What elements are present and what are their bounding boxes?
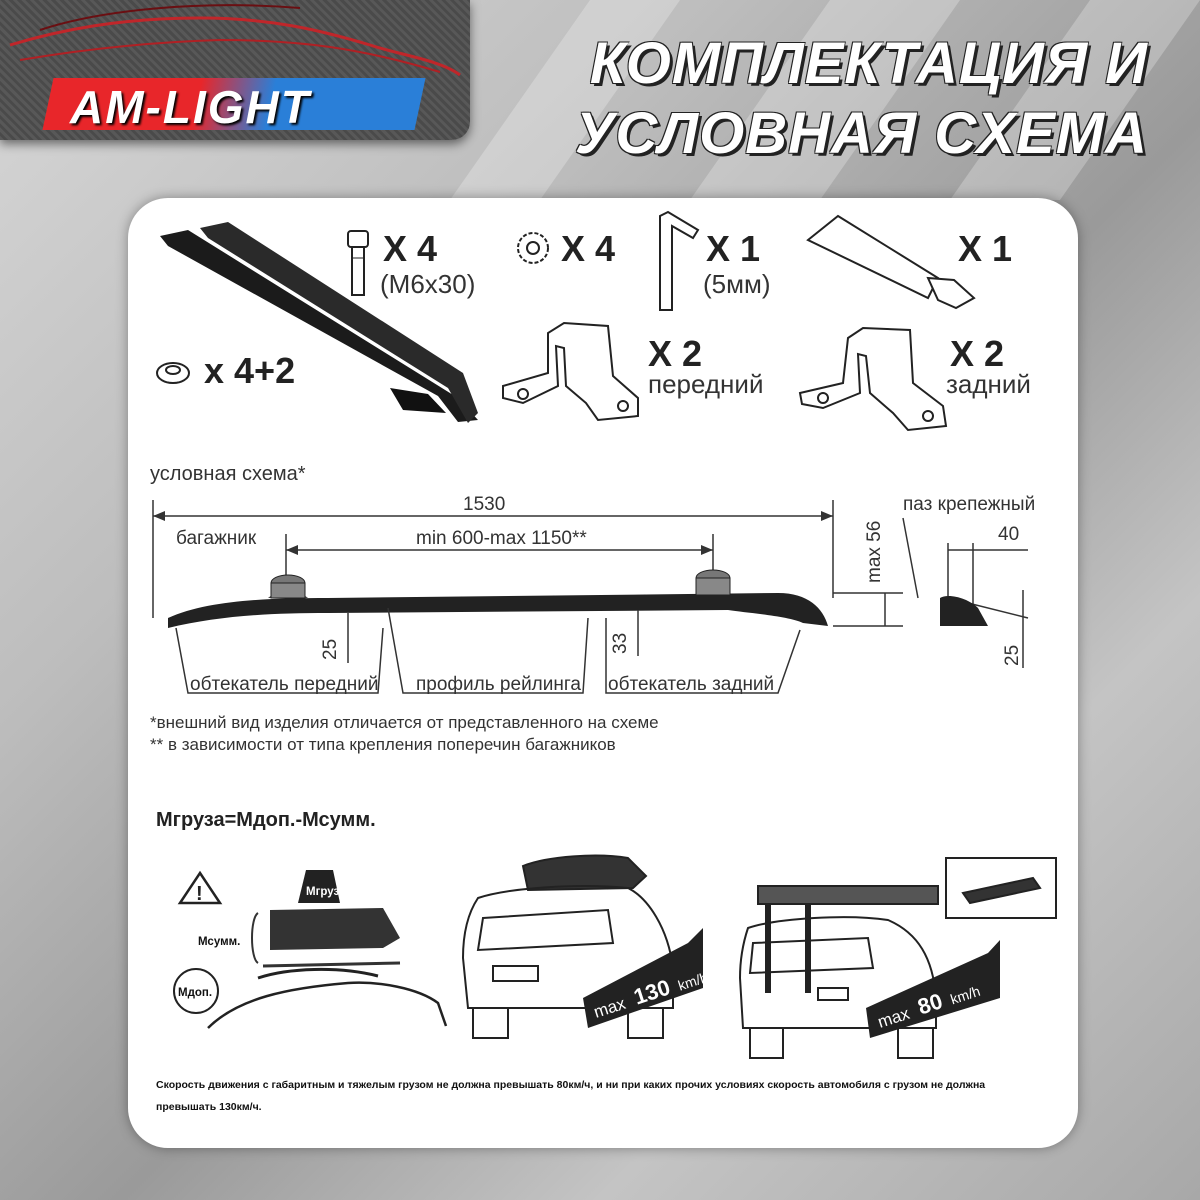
bolt-spec: (M6x30) <box>380 269 476 299</box>
roof-box-icon <box>270 908 400 950</box>
nut-qty: x 4+2 <box>204 350 296 391</box>
rear-cover-label: обтекатель задний <box>608 674 775 695</box>
rear-bracket-name: задний <box>946 369 1031 399</box>
kit-diagram <box>128 198 1078 1148</box>
range-label: min 600-max 1150** <box>416 528 587 549</box>
max-height-label: max 56 <box>864 520 885 583</box>
load-formula: Мгруза=Мдоп.-Мсумм. <box>156 809 376 831</box>
headline-line1: КОМПЛЕКТАЦИЯ И <box>589 31 1148 96</box>
note-2: ** в зависимости от типа крепления поперечин багажников <box>150 735 616 754</box>
headline-line2: УСЛОВНАЯ СХЕМА <box>575 101 1148 166</box>
allowed-weight-label: Мдоп. <box>178 987 213 999</box>
length-label: 1530 <box>463 494 506 515</box>
rack-label: багажник <box>176 528 257 549</box>
hex-key-qty: X 1 <box>706 228 761 269</box>
bolt-icon <box>348 231 368 295</box>
brand-logo <box>0 0 470 140</box>
height-marks <box>348 610 638 663</box>
footer-line-1: Скорость движения с габаритным и тяжелым грузом не должна превышать 80км/ч, и ни при каких прочих условиях скорость автомобиля с грузом не должна <box>156 1079 986 1091</box>
speed1-prefix: max <box>591 993 628 1022</box>
rear-bracket-icon <box>800 328 946 430</box>
washer-qty: X 4 <box>561 228 616 269</box>
allowed-weight-icon <box>174 969 218 1013</box>
car-silhouette-icon <box>0 0 470 80</box>
svg-text:!: ! <box>196 883 203 905</box>
slot-width-label: 40 <box>998 524 1020 545</box>
front-bracket-qty: X 2 <box>648 333 703 374</box>
rail-profile <box>168 570 828 628</box>
speed-sign-80 <box>866 940 1000 1038</box>
nut-icon <box>157 363 189 383</box>
speed2-prefix: max <box>875 1003 912 1032</box>
front-cover-label: обтекатель передний <box>190 674 379 695</box>
front-bracket-icon <box>503 323 638 420</box>
speed2-unit: km/h <box>948 982 983 1008</box>
cargo-weight-icon <box>298 870 346 903</box>
speed2-value: 80 <box>914 988 946 1020</box>
bolt-qty: X 4 <box>383 228 438 269</box>
warning-icon <box>180 873 220 905</box>
cargo-weight-label: Мгруза <box>306 886 346 898</box>
hex-key-icon <box>660 212 698 310</box>
glue-tube-icon <box>808 216 974 308</box>
logo-text: AM-LIGHT <box>70 81 311 133</box>
tube-qty: X 1 <box>958 228 1013 269</box>
speed1-value: 130 <box>630 974 674 1010</box>
slot-height-label: 25 <box>1002 644 1023 666</box>
car-with-box-icon <box>463 856 673 1038</box>
washer-icon <box>518 233 548 263</box>
note-1: *внешний вид изделия отличается от представленного на схеме <box>150 713 659 732</box>
profile-label: профиль рейлинга <box>416 674 581 695</box>
hex-key-spec: (5мм) <box>703 269 771 299</box>
slot-label: паз крепежный <box>903 494 1036 515</box>
speed1-unit: km/h <box>675 968 710 994</box>
rear-bracket-qty: X 2 <box>950 333 1005 374</box>
footer-line-2: превышать 130км/ч. <box>156 1101 262 1113</box>
rear-height-label: 33 <box>610 632 631 654</box>
front-height-label: 25 <box>320 638 341 660</box>
car-outline-1 <box>208 983 446 1028</box>
sum-weight-label: Мсумм. <box>198 936 241 948</box>
front-bracket-name: передний <box>648 369 764 399</box>
diagram-card <box>128 198 1078 1148</box>
scheme-title: условная схема* <box>150 463 306 485</box>
slot-profile <box>940 596 988 626</box>
